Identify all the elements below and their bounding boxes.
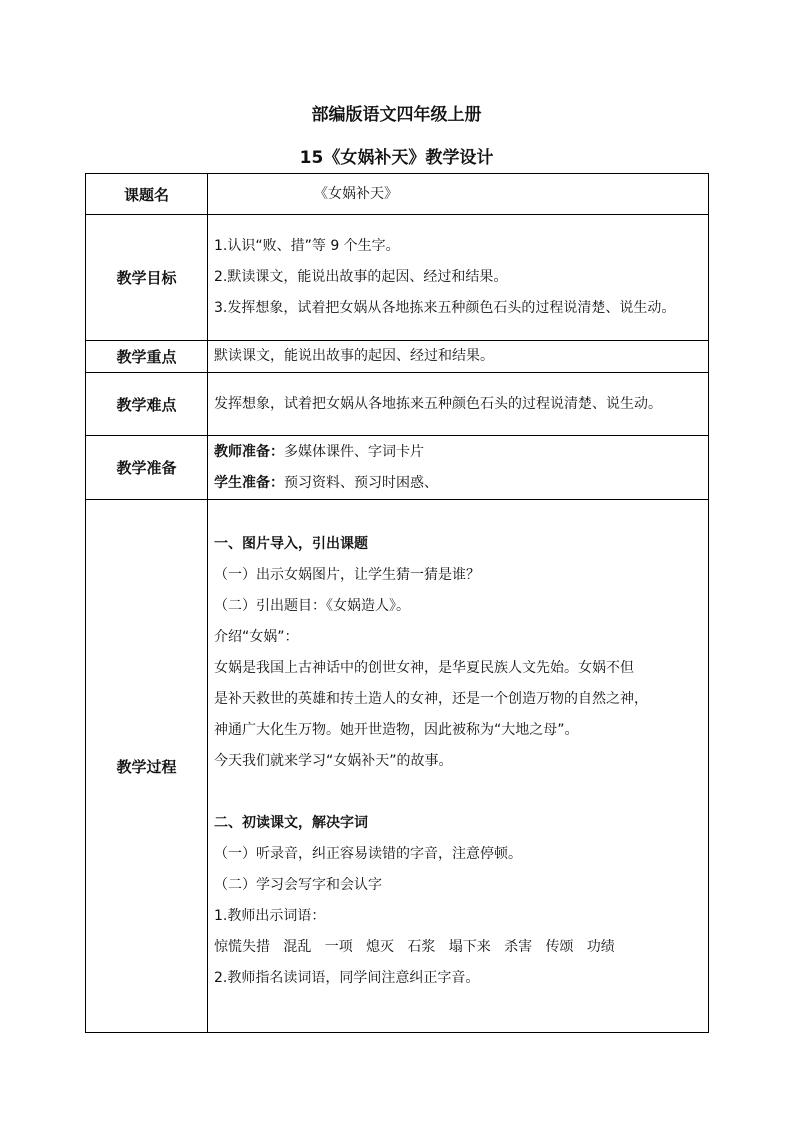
row-goals [86, 215, 709, 341]
document-title: 部编版语文四年级上册 [311, 105, 482, 125]
process-line: 1.教师出示词语： [214, 908, 326, 924]
goal-item: 1.认识“败、措”等 9 个生字。 [214, 238, 400, 254]
row-difficulties [86, 373, 709, 436]
teacher-preparation [214, 437, 704, 468]
process-line: （一）出示女娲图片，让学生猜一猜是谁？ [214, 567, 480, 583]
label-key-points: 教学重点 [86, 341, 208, 373]
process-line: 介绍“女娲”： [214, 629, 299, 645]
value-difficulties [208, 373, 709, 436]
process-line: （二）引出题目：《女娲造人》。 [214, 598, 410, 614]
blank-line [214, 777, 704, 808]
process-line: 2.教师指名读词语，同学间注意纠正字音。 [214, 970, 480, 986]
key-points-text: 默读课文，能说出故事的起因、经过和结果。 [214, 348, 494, 364]
label-goals: 教学目标 [86, 215, 208, 341]
row-preparation [86, 436, 709, 500]
student-prep-value: 预习资料、预习时困惑、 [284, 474, 438, 491]
process-line: （二）学习会写字和会认字 [214, 877, 382, 893]
process-line: （一）听录音，纠正容易读错的字音，注意停顿。 [214, 846, 522, 862]
lesson-plan-table [85, 173, 709, 1033]
goal-item: 2.默读课文，能说出故事的起因、经过和结果。 [214, 269, 508, 285]
value-goals [208, 215, 709, 341]
section-heading: 二、初读课文，解决字词 [214, 815, 368, 831]
label-difficulties: 教学难点 [86, 373, 208, 436]
value-process [208, 500, 709, 1033]
label-topic: 课题名 [86, 174, 208, 215]
teacher-prep-label: 教师准备： [214, 443, 284, 460]
goal-item: 3.发挥想象，试着把女娲从各地拣来五种颜色石头的过程说清楚、说生动。 [214, 300, 676, 316]
difficulties-text: 发挥想象，试着把女娲从各地拣来五种颜色石头的过程说清楚、说生动。 [214, 395, 662, 412]
row-key-points [86, 341, 709, 373]
topic-name: 《女娲补天》 [314, 186, 398, 202]
vocabulary-words: 惊慌失措 混乱 一项 熄灭 石浆 塌下来 杀害 传颂 功绩 [214, 939, 615, 955]
student-preparation [214, 468, 704, 499]
row-topic [86, 174, 709, 215]
process-line: 是补天救世的英雄和抟土造人的女神，还是一个创造万物的自然之神， [214, 691, 648, 707]
row-process [86, 500, 709, 1033]
value-topic [208, 174, 709, 215]
student-prep-label: 学生准备： [214, 474, 284, 491]
label-process: 教学过程 [86, 500, 208, 1033]
process-line: 今天我们就来学习“女娲补天”的故事。 [214, 753, 453, 769]
value-key-points [208, 341, 709, 373]
section-heading: 一、图片导入，引出课题 [214, 536, 368, 552]
process-line: 女娲是我国上古神话中的创世女神，是华夏民族人文先始。女娲不但 [214, 660, 634, 676]
value-preparation [208, 436, 709, 500]
process-line: 神通广大化生万物。她开世造物，因此被称为“大地之母”。 [214, 722, 579, 738]
teacher-prep-value: 多媒体课件、字词卡片 [284, 443, 424, 460]
label-preparation: 教学准备 [86, 436, 208, 500]
lesson-title: 15《女娲补天》教学设计 [299, 148, 494, 168]
